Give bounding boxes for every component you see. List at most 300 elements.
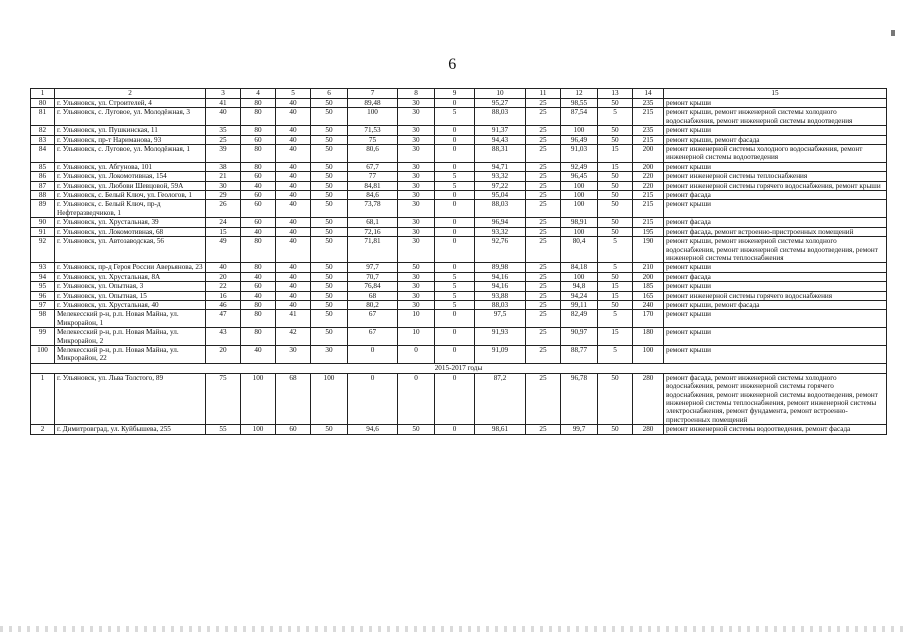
value-cell: 50 <box>311 126 348 135</box>
value-cell: 0 <box>435 425 475 434</box>
value-cell: 30 <box>398 162 435 171</box>
table-row <box>31 218 887 227</box>
value-cell: 88,31 <box>475 145 526 163</box>
address-cell: Мелекесский р-н, р.п. Новая Майна, ул. Микрорайон, 1 <box>55 310 206 328</box>
value-cell: 75 <box>348 135 398 144</box>
column-header: 14 <box>633 89 664 99</box>
value-cell: 88,77 <box>561 345 598 363</box>
address-cell: г. Ульяновск, ул. Опытная, 15 <box>55 291 206 300</box>
value-cell: 0 <box>435 126 475 135</box>
works-cell: ремонт инженерной системы теплоснабжения <box>664 172 887 181</box>
value-cell: 84,6 <box>348 191 398 200</box>
value-cell: 80,4 <box>561 237 598 263</box>
value-cell: 40 <box>276 227 311 236</box>
value-cell: 40 <box>276 200 311 218</box>
value-cell: 100 <box>241 373 276 424</box>
value-cell: 71,53 <box>348 126 398 135</box>
value-cell: 100 <box>561 200 598 218</box>
value-cell: 73,78 <box>348 200 398 218</box>
value-cell: 50 <box>311 237 348 263</box>
value-cell: 40 <box>276 99 311 108</box>
value-cell: 25 <box>526 272 561 281</box>
value-cell: 40 <box>276 218 311 227</box>
row-number: 89 <box>31 200 55 218</box>
value-cell: 92,76 <box>475 237 526 263</box>
column-header: 4 <box>241 89 276 99</box>
value-cell: 94,24 <box>561 291 598 300</box>
value-cell: 50 <box>398 263 435 272</box>
works-cell: ремонт крыши <box>664 162 887 171</box>
value-cell: 100 <box>241 425 276 434</box>
value-cell: 100 <box>561 227 598 236</box>
column-header: 7 <box>348 89 398 99</box>
value-cell: 99,7 <box>561 425 598 434</box>
value-cell: 30 <box>398 135 435 144</box>
value-cell: 25 <box>526 135 561 144</box>
value-cell: 50 <box>311 135 348 144</box>
address-cell: г. Ульяновск, ул. Пушкинская, 11 <box>55 126 206 135</box>
value-cell: 50 <box>311 108 348 126</box>
table-row <box>31 425 887 434</box>
value-cell: 30 <box>398 218 435 227</box>
value-cell: 72,16 <box>348 227 398 236</box>
value-cell: 94,16 <box>475 272 526 281</box>
address-cell: г. Ульяновск, ул. Хрустальная, 8А <box>55 272 206 281</box>
value-cell: 67,7 <box>348 162 398 171</box>
value-cell: 50 <box>311 291 348 300</box>
address-cell: г. Ульяновск, с. Белый Ключ, пр-д Нефтеразведчиков, 1 <box>55 200 206 218</box>
value-cell: 30 <box>398 291 435 300</box>
value-cell: 50 <box>598 126 633 135</box>
table-row <box>31 181 887 190</box>
value-cell: 95,27 <box>475 99 526 108</box>
value-cell: 95,04 <box>475 191 526 200</box>
value-cell: 30 <box>398 237 435 263</box>
table-row <box>31 272 887 281</box>
value-cell: 50 <box>311 191 348 200</box>
works-cell: ремонт инженерной системы горячего водоснабжения <box>664 291 887 300</box>
address-cell: г. Ульяновск, с. Луговое, ул. Молодёжная, 3 <box>55 108 206 126</box>
total-cell: 280 <box>633 425 664 434</box>
value-cell: 30 <box>398 191 435 200</box>
works-cell: ремонт крыши <box>664 328 887 346</box>
column-header: 8 <box>398 89 435 99</box>
value-cell: 40 <box>241 345 276 363</box>
works-cell: ремонт инженерной системы горячего водоснабжения, ремонт крыши <box>664 181 887 190</box>
value-cell: 0 <box>435 310 475 328</box>
value-cell: 97,22 <box>475 181 526 190</box>
value-cell: 40 <box>276 272 311 281</box>
column-header: 13 <box>598 89 633 99</box>
total-cell: 235 <box>633 126 664 135</box>
value-cell: 5 <box>435 108 475 126</box>
value-cell: 91,93 <box>475 328 526 346</box>
total-cell: 220 <box>633 181 664 190</box>
value-cell: 68,1 <box>348 218 398 227</box>
value-cell: 50 <box>311 263 348 272</box>
total-cell: 170 <box>633 310 664 328</box>
value-cell: 76,84 <box>348 282 398 291</box>
value-cell: 25 <box>526 162 561 171</box>
value-cell: 5 <box>598 237 633 263</box>
value-cell: 30 <box>398 200 435 218</box>
value-cell: 5 <box>435 181 475 190</box>
value-cell: 22 <box>206 282 241 291</box>
total-cell: 200 <box>633 162 664 171</box>
value-cell: 20 <box>206 345 241 363</box>
value-cell: 46 <box>206 300 241 309</box>
value-cell: 88,03 <box>475 108 526 126</box>
value-cell: 50 <box>311 300 348 309</box>
table-row <box>31 310 887 328</box>
value-cell: 60 <box>241 172 276 181</box>
table-row <box>31 191 887 200</box>
works-cell: ремонт крыши, ремонт фасада <box>664 300 887 309</box>
value-cell: 75 <box>206 373 241 424</box>
value-cell: 40 <box>276 145 311 163</box>
value-cell: 5 <box>435 172 475 181</box>
value-cell: 100 <box>561 126 598 135</box>
total-cell: 240 <box>633 300 664 309</box>
row-number: 86 <box>31 172 55 181</box>
value-cell: 40 <box>276 108 311 126</box>
works-cell: ремонт крыши <box>664 310 887 328</box>
value-cell: 40 <box>241 181 276 190</box>
works-cell: ремонт фасада, ремонт инженерной системы холодного водоснабжения, ремонт инженерной системы горячего водоснабжения, ремонт инженерной системы водоотведения, ремонт инженерной системы теплоснабжения, ремонт инженерной системы электроснабжения, ремонт фундамента, ремонт встроенно-пристроенных помещений <box>664 373 887 424</box>
value-cell: 25 <box>526 310 561 328</box>
value-cell: 40 <box>276 300 311 309</box>
value-cell: 50 <box>311 172 348 181</box>
row-number: 94 <box>31 272 55 281</box>
table-row <box>31 99 887 108</box>
value-cell: 40 <box>276 162 311 171</box>
value-cell: 15 <box>598 282 633 291</box>
value-cell: 38 <box>206 162 241 171</box>
value-cell: 29 <box>206 191 241 200</box>
value-cell: 0 <box>435 345 475 363</box>
value-cell: 91,09 <box>475 345 526 363</box>
value-cell: 60 <box>241 218 276 227</box>
value-cell: 40 <box>276 237 311 263</box>
table-row <box>31 237 887 263</box>
value-cell: 40 <box>276 263 311 272</box>
value-cell: 84,81 <box>348 181 398 190</box>
total-cell: 180 <box>633 328 664 346</box>
value-cell: 30 <box>398 172 435 181</box>
address-cell: г. Ульяновск, ул. Локомотивная, 68 <box>55 227 206 236</box>
value-cell: 87,2 <box>475 373 526 424</box>
value-cell: 30 <box>398 300 435 309</box>
value-cell: 25 <box>526 345 561 363</box>
table-row <box>31 227 887 236</box>
value-cell: 15 <box>598 291 633 300</box>
total-cell: 200 <box>633 145 664 163</box>
value-cell: 93,32 <box>475 172 526 181</box>
value-cell: 25 <box>526 237 561 263</box>
works-cell: ремонт фасада <box>664 218 887 227</box>
total-cell: 185 <box>633 282 664 291</box>
value-cell: 5 <box>598 263 633 272</box>
works-cell: ремонт инженерной системы холодного водоснабжения, ремонт инженерной системы водоотведения <box>664 145 887 163</box>
value-cell: 91,37 <box>475 126 526 135</box>
table-row <box>31 282 887 291</box>
value-cell: 40 <box>276 135 311 144</box>
value-cell: 50 <box>311 218 348 227</box>
scan-artifact <box>0 626 905 632</box>
value-cell: 21 <box>206 172 241 181</box>
row-number: 100 <box>31 345 55 363</box>
value-cell: 25 <box>526 108 561 126</box>
column-header: 11 <box>526 89 561 99</box>
row-number: 2 <box>31 425 55 434</box>
value-cell: 88,03 <box>475 300 526 309</box>
value-cell: 82,49 <box>561 310 598 328</box>
value-cell: 10 <box>398 310 435 328</box>
works-cell: ремонт крыши <box>664 282 887 291</box>
value-cell: 50 <box>598 181 633 190</box>
value-cell: 25 <box>526 373 561 424</box>
value-cell: 96,45 <box>561 172 598 181</box>
value-cell: 25 <box>526 300 561 309</box>
value-cell: 60 <box>241 282 276 291</box>
value-cell: 30 <box>311 345 348 363</box>
works-cell: ремонт крыши <box>664 200 887 218</box>
value-cell: 50 <box>598 200 633 218</box>
address-cell: г. Ульяновск, ул. Опытная, 3 <box>55 282 206 291</box>
value-cell: 94,8 <box>561 282 598 291</box>
value-cell: 50 <box>311 162 348 171</box>
value-cell: 50 <box>598 425 633 434</box>
column-header: 5 <box>276 89 311 99</box>
address-cell: г. Ульяновск, ул. Абгунова, 101 <box>55 162 206 171</box>
value-cell: 80 <box>241 310 276 328</box>
value-cell: 0 <box>398 345 435 363</box>
total-cell: 215 <box>633 200 664 218</box>
value-cell: 40 <box>276 172 311 181</box>
value-cell: 0 <box>435 191 475 200</box>
value-cell: 30 <box>398 108 435 126</box>
row-number: 95 <box>31 282 55 291</box>
page-number: 6 <box>448 56 457 73</box>
value-cell: 67 <box>348 328 398 346</box>
row-number: 87 <box>31 181 55 190</box>
address-cell: г. Ульяновск, пр-д Героя России Аверьянова, 23 <box>55 263 206 272</box>
total-cell: 195 <box>633 227 664 236</box>
works-cell: ремонт крыши <box>664 263 887 272</box>
row-number: 92 <box>31 237 55 263</box>
value-cell: 67 <box>348 310 398 328</box>
value-cell: 35 <box>206 126 241 135</box>
works-cell: ремонт крыши <box>664 126 887 135</box>
value-cell: 0 <box>435 237 475 263</box>
value-cell: 50 <box>398 425 435 434</box>
value-cell: 89,98 <box>475 263 526 272</box>
value-cell: 50 <box>311 227 348 236</box>
value-cell: 5 <box>435 272 475 281</box>
column-header: 9 <box>435 89 475 99</box>
value-cell: 50 <box>311 282 348 291</box>
value-cell: 15 <box>598 328 633 346</box>
value-cell: 5 <box>598 345 633 363</box>
value-cell: 50 <box>598 373 633 424</box>
total-cell: 220 <box>633 172 664 181</box>
value-cell: 0 <box>348 373 398 424</box>
row-number: 85 <box>31 162 55 171</box>
total-cell: 215 <box>633 218 664 227</box>
table-row <box>31 345 887 363</box>
value-cell: 25 <box>526 282 561 291</box>
value-cell: 41 <box>276 310 311 328</box>
row-number: 84 <box>31 145 55 163</box>
value-cell: 50 <box>311 272 348 281</box>
value-cell: 25 <box>526 191 561 200</box>
row-number: 80 <box>31 99 55 108</box>
column-header: 10 <box>475 89 526 99</box>
value-cell: 50 <box>598 191 633 200</box>
row-number: 99 <box>31 328 55 346</box>
value-cell: 20 <box>206 272 241 281</box>
value-cell: 60 <box>241 200 276 218</box>
value-cell: 50 <box>311 99 348 108</box>
value-cell: 0 <box>435 263 475 272</box>
row-number: 93 <box>31 263 55 272</box>
value-cell: 93,88 <box>475 291 526 300</box>
column-header: 6 <box>311 89 348 99</box>
value-cell: 30 <box>398 99 435 108</box>
address-cell: г. Ульяновск, ул. Автозаводская, 56 <box>55 237 206 263</box>
value-cell: 0 <box>435 200 475 218</box>
value-cell: 50 <box>311 425 348 434</box>
value-cell: 25 <box>526 126 561 135</box>
value-cell: 0 <box>435 135 475 144</box>
row-number: 91 <box>31 227 55 236</box>
value-cell: 49 <box>206 237 241 263</box>
address-cell: г. Ульяновск, ул. Льва Толстого, 89 <box>55 373 206 424</box>
value-cell: 5 <box>598 310 633 328</box>
value-cell: 0 <box>348 345 398 363</box>
value-cell: 30 <box>398 126 435 135</box>
value-cell: 5 <box>435 291 475 300</box>
value-cell: 25 <box>526 99 561 108</box>
value-cell: 0 <box>435 328 475 346</box>
column-header: 15 <box>664 89 887 99</box>
value-cell: 80 <box>241 126 276 135</box>
value-cell: 50 <box>311 200 348 218</box>
value-cell: 15 <box>598 145 633 163</box>
table-row <box>31 135 887 144</box>
value-cell: 96,49 <box>561 135 598 144</box>
works-cell: ремонт крыши, ремонт инженерной системы холодного водоснабжения, ремонт инженерной системы водоотведения, ремонт инженерной системы теплоснабжения <box>664 237 887 263</box>
address-cell: г. Ульяновск, с. Луговое, ул. Молодёжная, 1 <box>55 145 206 163</box>
works-cell: ремонт инженерной системы водоотведения, ремонт фасада <box>664 425 887 434</box>
value-cell: 25 <box>526 172 561 181</box>
works-cell: ремонт крыши <box>664 345 887 363</box>
value-cell: 100 <box>348 108 398 126</box>
value-cell: 80 <box>241 162 276 171</box>
value-cell: 30 <box>398 227 435 236</box>
value-cell: 26 <box>206 200 241 218</box>
table-row <box>31 172 887 181</box>
total-cell: 280 <box>633 373 664 424</box>
value-cell: 40 <box>241 291 276 300</box>
value-cell: 0 <box>435 227 475 236</box>
value-cell: 25 <box>526 181 561 190</box>
value-cell: 0 <box>435 162 475 171</box>
address-cell: Мелекесский р-н, р.п. Новая Майна, ул. Микрорайон, 22 <box>55 345 206 363</box>
data-table <box>30 88 887 435</box>
works-cell: ремонт фасада, ремонт встроенно-пристроенных помещений <box>664 227 887 236</box>
column-header: 2 <box>55 89 206 99</box>
value-cell: 96,78 <box>561 373 598 424</box>
value-cell: 80 <box>241 263 276 272</box>
value-cell: 88,03 <box>475 200 526 218</box>
value-cell: 0 <box>435 373 475 424</box>
value-cell: 25 <box>526 200 561 218</box>
address-cell: г. Димитровград, ул. Куйбышева, 255 <box>55 425 206 434</box>
address-cell: г. Ульяновск, пр-т Нариманова, 93 <box>55 135 206 144</box>
total-cell: 165 <box>633 291 664 300</box>
value-cell: 92,49 <box>561 162 598 171</box>
value-cell: 94,16 <box>475 282 526 291</box>
table-row <box>31 200 887 218</box>
table-row <box>31 291 887 300</box>
value-cell: 47 <box>206 310 241 328</box>
address-cell: г. Ульяновск, ул. Хрустальная, 40 <box>55 300 206 309</box>
value-cell: 10 <box>398 328 435 346</box>
value-cell: 40 <box>276 291 311 300</box>
value-cell: 5 <box>435 282 475 291</box>
value-cell: 93,32 <box>475 227 526 236</box>
value-cell: 50 <box>311 310 348 328</box>
total-cell: 100 <box>633 345 664 363</box>
value-cell: 40 <box>276 282 311 291</box>
value-cell: 80,6 <box>348 145 398 163</box>
value-cell: 24 <box>206 218 241 227</box>
value-cell: 30 <box>276 345 311 363</box>
value-cell: 30 <box>398 181 435 190</box>
value-cell: 70,7 <box>348 272 398 281</box>
value-cell: 90,97 <box>561 328 598 346</box>
value-cell: 100 <box>311 373 348 424</box>
row-number: 97 <box>31 300 55 309</box>
value-cell: 30 <box>398 282 435 291</box>
value-cell: 43 <box>206 328 241 346</box>
value-cell: 97,5 <box>475 310 526 328</box>
value-cell: 98,91 <box>561 218 598 227</box>
total-cell: 200 <box>633 272 664 281</box>
address-cell: г. Ульяновск, ул. Локомотивная, 154 <box>55 172 206 181</box>
value-cell: 97,7 <box>348 263 398 272</box>
value-cell: 0 <box>435 218 475 227</box>
value-cell: 50 <box>598 135 633 144</box>
value-cell: 16 <box>206 291 241 300</box>
value-cell: 87,54 <box>561 108 598 126</box>
section-row <box>31 363 887 373</box>
value-cell: 5 <box>598 108 633 126</box>
value-cell: 50 <box>598 227 633 236</box>
value-cell: 0 <box>398 373 435 424</box>
total-cell: 210 <box>633 263 664 272</box>
works-cell: ремонт крыши, ремонт инженерной системы холодного водоснабжения, ремонт инженерной системы водоотведения <box>664 108 887 126</box>
value-cell: 40 <box>276 126 311 135</box>
value-cell: 50 <box>311 145 348 163</box>
value-cell: 15 <box>598 162 633 171</box>
works-cell: ремонт фасада <box>664 191 887 200</box>
value-cell: 0 <box>435 145 475 163</box>
value-cell: 30 <box>398 272 435 281</box>
value-cell: 25 <box>526 328 561 346</box>
column-header: 12 <box>561 89 598 99</box>
